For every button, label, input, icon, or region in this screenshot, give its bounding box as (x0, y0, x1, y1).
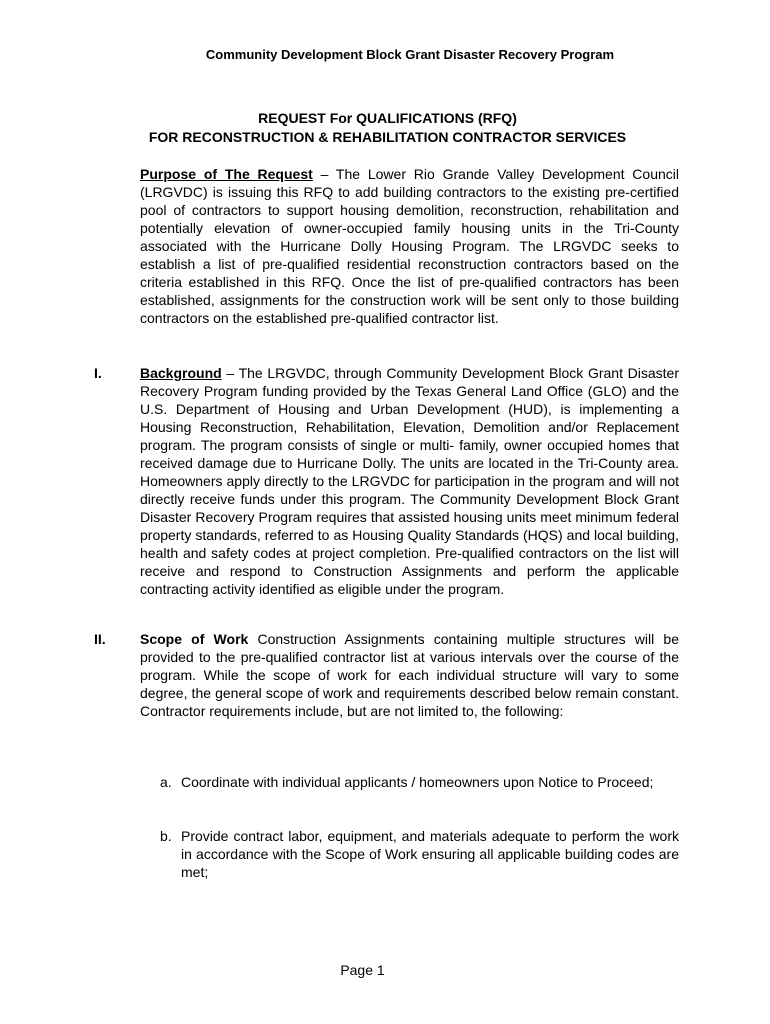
background-heading: Background (140, 365, 222, 381)
scope-heading: Scope of Work (140, 631, 249, 647)
list-item (160, 827, 679, 881)
purpose-text: – The Lower Rio Grande Valley Development Council (LRGVDC) is issuing this RFQ to add building contractors to the existing pre-certified pool of contractors to support housing demolition, reconstruction, rehabilitation and potentially elevation of owner-occupied family housing units in the Tri-County associated with the Hurricane Dolly Housing Program. The LRGVDC seeks to establish a list of pre-qualified residential reconstruction contractors based on the criteria established in this RFQ. Once the list of pre-qualified contractors has been established, assignments for the construction work will be sent only to those building contractors on the established pre-qualified contractor list. (140, 166, 679, 326)
document-title (0, 109, 770, 147)
list-text: Provide contract labor, equipment, and materials adequate to perform the work in accordance with the Scope of Work ensuring all applicable building codes are met; (181, 828, 679, 880)
title-line-1: REQUEST For QUALIFICATIONS (RFQ) (258, 110, 517, 126)
scope-text: Construction Assignments containing multiple structures will be provided to the pre-qualified contractor list at various intervals over the course of the program. While the scope of work for each individual structure will vary to some degree, the general scope of work and requirements described below remain constant. Contractor requirements include, but are not limited to, the following: (140, 631, 679, 719)
background-text: – The LRGVDC, through Community Development Block Grant Disaster Recovery Program funding provided by the Texas General Land Office (GLO) and the U.S. Department of Housing and Urban Development (HUD), is implementing a Housing Reconstruction, Rehabilitation, Elevation, Demolition and/or Replacement program. The program consists of single or multi- family, owner occupied homes that received damage due to Hurricane Dolly. The units are located in the Tri-County area. Homeowners apply directly to the LRGVDC for participation in the program and will not directly receive funds under this program. The Community Development Block Grant Disaster Recovery Program requires that assisted housing units meet minimum federal property standards, referred to as Housing Quality Standards (HQS) and local building, health and safety codes at project completion. Pre-qualified contractors on the list will receive and respond to Construction Assignments and perform the applicable contracting activity identified as eligible under the program. (140, 365, 679, 597)
list-item (160, 773, 679, 791)
list-text: Coordinate with individual applicants / homeowners upon Notice to Proceed; (181, 774, 654, 790)
section-numeral-background: I. (94, 365, 102, 381)
title-line-2: FOR RECONSTRUCTION & REHABILITATION CONTRACTOR SERVICES (148, 129, 627, 145)
list-marker: a. (160, 774, 172, 790)
page-number: Page 1 (340, 962, 385, 978)
background-paragraph (140, 364, 679, 598)
purpose-paragraph (140, 165, 679, 327)
page-header: Community Development Block Grant Disaster Recovery Program (205, 47, 615, 62)
scope-paragraph (140, 630, 679, 720)
list-marker: b. (160, 828, 172, 844)
section-numeral-scope: II. (94, 631, 106, 647)
purpose-heading: Purpose of The Request (140, 166, 313, 182)
